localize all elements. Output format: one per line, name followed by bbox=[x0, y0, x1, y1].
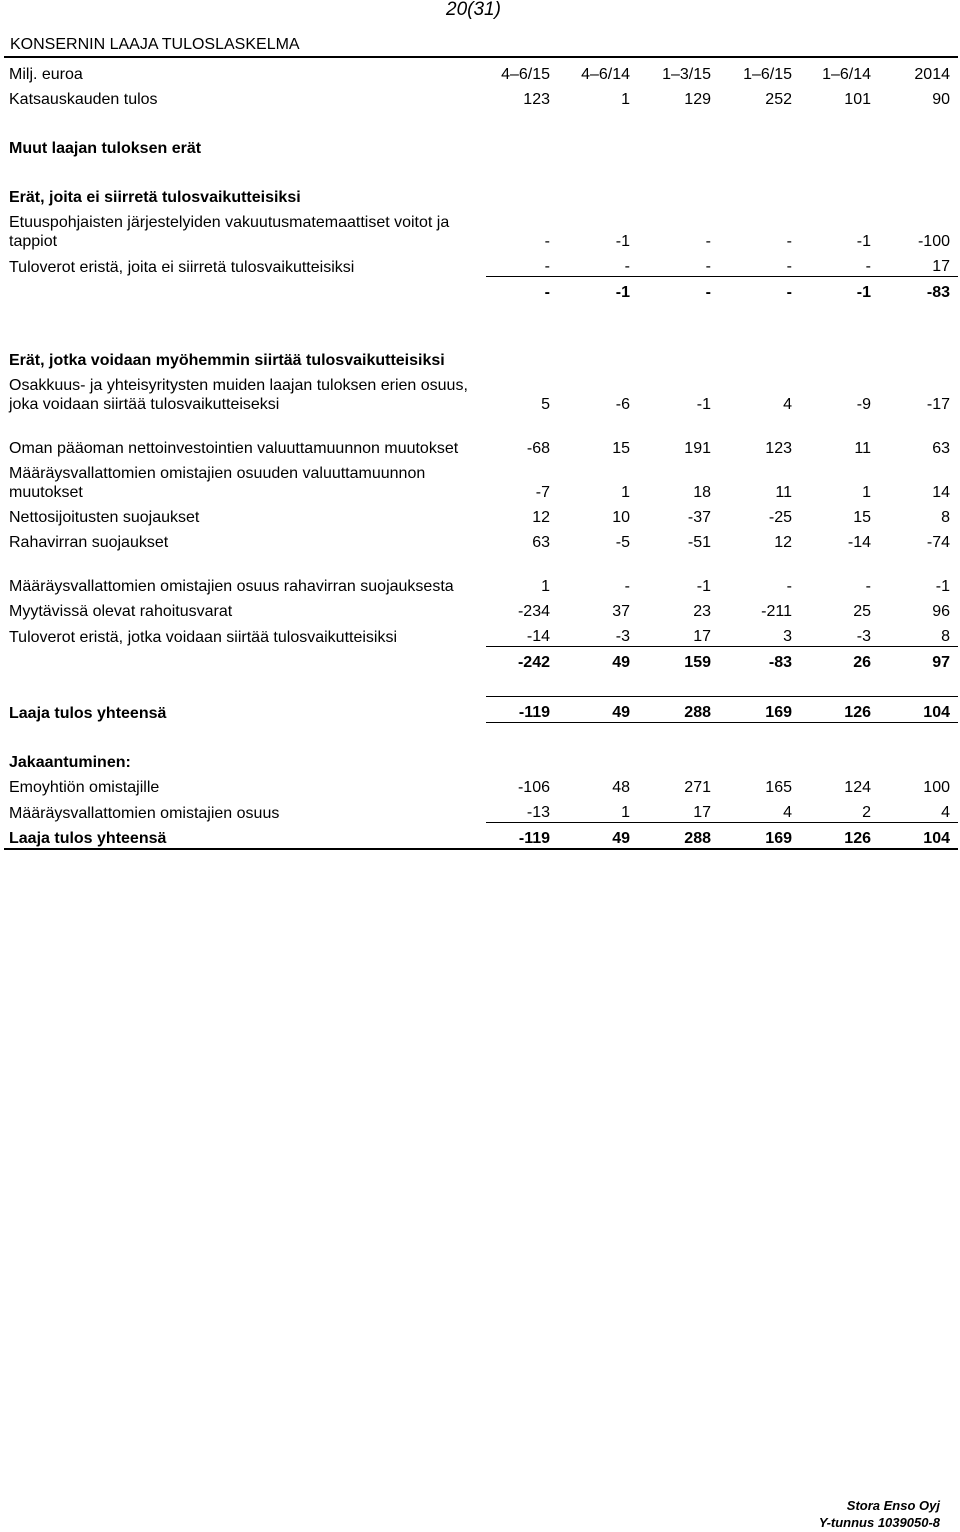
row-label: Myytävissä olevat rahoitusvarat bbox=[9, 603, 233, 620]
cell: - bbox=[486, 251, 558, 277]
cell: 96 bbox=[932, 603, 950, 620]
cell: 1 bbox=[621, 91, 630, 108]
column-header: 1–6/15 bbox=[719, 57, 800, 84]
cell: 4 bbox=[719, 797, 800, 823]
cell: -1 bbox=[615, 233, 630, 250]
cell: 123 bbox=[523, 91, 550, 108]
cell: - bbox=[786, 233, 792, 250]
cell: - bbox=[544, 233, 550, 250]
cell: -17 bbox=[926, 396, 950, 413]
cell: 1 bbox=[621, 484, 630, 501]
column-header: 4–6/14 bbox=[558, 57, 638, 84]
comprehensive-income-table bbox=[4, 56, 958, 850]
cell: - bbox=[865, 578, 871, 595]
row-label: Laaja tulos yhteensä bbox=[9, 704, 167, 722]
column-header: 1–6/14 bbox=[800, 57, 879, 84]
cell: 191 bbox=[684, 440, 711, 457]
cell: - bbox=[638, 251, 719, 277]
cell: -25 bbox=[768, 509, 792, 526]
row-maaraysvallattomien-valuutta bbox=[4, 458, 958, 502]
cell: -68 bbox=[526, 440, 550, 457]
cell: 104 bbox=[879, 697, 958, 723]
cell: -3 bbox=[800, 621, 879, 647]
cell: -9 bbox=[856, 396, 871, 413]
cell: 23 bbox=[693, 603, 711, 620]
cell: - bbox=[558, 251, 638, 277]
row-maaraysvallattomien-rahavirta bbox=[4, 552, 958, 596]
cell: -13 bbox=[486, 797, 558, 823]
cell: 3 bbox=[719, 621, 800, 647]
business-id: Y-tunnus 1039050-8 bbox=[818, 1515, 940, 1530]
cell: -6 bbox=[615, 396, 630, 413]
cell: -242 bbox=[517, 654, 550, 671]
cell: -83 bbox=[926, 284, 950, 301]
cell: 18 bbox=[693, 484, 711, 501]
cell: 15 bbox=[853, 509, 871, 526]
row-oman-paaoman bbox=[4, 414, 958, 458]
column-header: 1–3/15 bbox=[638, 57, 719, 84]
row-label: Nettosijoitusten suojaukset bbox=[9, 509, 200, 526]
cell: - bbox=[719, 251, 800, 277]
cell: 126 bbox=[800, 823, 879, 850]
cell: -211 bbox=[761, 603, 792, 620]
section-heading-muut-erat bbox=[4, 133, 958, 158]
row-label: Emoyhtiön omistajille bbox=[9, 779, 160, 796]
row-subtotal-ei bbox=[4, 277, 958, 303]
cell: 11 bbox=[775, 484, 792, 501]
cell: 49 bbox=[558, 697, 638, 723]
cell: 1 bbox=[541, 578, 550, 595]
row-maaraysvallattomien-osuus bbox=[4, 797, 958, 823]
row-myytavissa bbox=[4, 596, 958, 621]
cell: 288 bbox=[638, 697, 719, 723]
cell: 10 bbox=[612, 509, 630, 526]
cell: 17 bbox=[879, 251, 958, 277]
cell: 126 bbox=[800, 697, 879, 723]
cell: 1 bbox=[558, 797, 638, 823]
row-katsauskauden-tulos bbox=[4, 84, 958, 109]
cell: 48 bbox=[612, 779, 630, 796]
cell: 100 bbox=[923, 779, 950, 796]
section-heading: Muut laajan tuloksen erät bbox=[9, 140, 202, 157]
cell: -7 bbox=[535, 484, 550, 501]
cell: 104 bbox=[879, 823, 958, 850]
cell: -37 bbox=[687, 509, 711, 526]
row-emoyhtion bbox=[4, 772, 958, 797]
row-label: Määräysvallattomien omistajien osuus bbox=[9, 804, 280, 822]
footer bbox=[819, 1497, 940, 1531]
cell: - bbox=[705, 284, 711, 301]
row-label: Määräysvallattomien omistajien osuus rahavirran suojauksesta bbox=[9, 578, 454, 595]
cell: 169 bbox=[719, 697, 800, 723]
cell: 101 bbox=[844, 91, 871, 108]
cell: -5 bbox=[615, 534, 630, 551]
cell: 14 bbox=[932, 484, 950, 501]
cell: 2 bbox=[800, 797, 879, 823]
cell: 5 bbox=[541, 396, 550, 413]
cell: -1 bbox=[696, 396, 711, 413]
row-label: Osakkuus- ja yhteisyritysten muiden laajan tuloksen erien osuus, joka voidaan siirtää tulosvaikutteiseksi bbox=[9, 377, 468, 413]
cell: -1 bbox=[856, 233, 871, 250]
section-heading: Jakaantuminen: bbox=[9, 754, 131, 771]
cell: -1 bbox=[935, 578, 950, 595]
cell: 17 bbox=[638, 797, 719, 823]
cell: 97 bbox=[932, 654, 950, 671]
row-label: Tuloverot eristä, joita ei siirretä tulosvaikutteisiksi bbox=[9, 258, 355, 276]
cell: 25 bbox=[853, 603, 871, 620]
cell: -51 bbox=[687, 534, 711, 551]
row-etuuspohjaiset bbox=[4, 207, 958, 251]
cell: 11 bbox=[854, 440, 871, 457]
cell: 123 bbox=[765, 440, 792, 457]
row-tuloverot-siirretaan bbox=[4, 621, 958, 647]
row-label: Katsauskauden tulos bbox=[9, 91, 158, 108]
cell: - bbox=[786, 284, 792, 301]
cell: -83 bbox=[768, 654, 792, 671]
row-laaja-tulos bbox=[4, 697, 958, 723]
cell: 165 bbox=[765, 779, 792, 796]
cell: 169 bbox=[719, 823, 800, 850]
cell: 252 bbox=[765, 91, 792, 108]
section-heading: Erät, joita ei siirretä tulosvaikutteisiksi bbox=[9, 189, 301, 206]
row-rahavirran bbox=[4, 527, 958, 552]
cell: 63 bbox=[932, 440, 950, 457]
cell: 63 bbox=[532, 534, 550, 551]
cell: -3 bbox=[558, 621, 638, 647]
cell: 159 bbox=[684, 654, 711, 671]
cell: 124 bbox=[844, 779, 871, 796]
page-number: 20(31) bbox=[446, 0, 501, 20]
cell: - bbox=[786, 578, 792, 595]
cell: - bbox=[705, 233, 711, 250]
cell: 4 bbox=[879, 797, 958, 823]
row-subtotal-siirretaan bbox=[4, 647, 958, 673]
cell: -74 bbox=[926, 534, 950, 551]
cell: -14 bbox=[847, 534, 871, 551]
cell: -119 bbox=[486, 697, 558, 723]
cell: -1 bbox=[696, 578, 711, 595]
row-laaja-tulos-total bbox=[4, 823, 958, 850]
row-label: Tuloverot eristä, jotka voidaan siirtää tulosvaikutteisiksi bbox=[9, 628, 398, 646]
section-heading-ei-siirreta bbox=[4, 182, 958, 207]
cell: - bbox=[544, 284, 550, 301]
row-label: Rahavirran suojaukset bbox=[9, 534, 169, 551]
section-heading-siirretaan bbox=[4, 326, 958, 370]
section-heading-jakaantuminen bbox=[4, 747, 958, 772]
cell: 8 bbox=[879, 621, 958, 647]
column-header: 4–6/15 bbox=[486, 57, 558, 84]
cell: 1 bbox=[862, 484, 871, 501]
cell: 17 bbox=[638, 621, 719, 647]
cell: -1 bbox=[615, 284, 630, 301]
cell: 129 bbox=[684, 91, 711, 108]
column-header: 2014 bbox=[879, 57, 958, 84]
row-tuloverot-ei bbox=[4, 251, 958, 277]
header-row bbox=[4, 57, 958, 84]
cell: 49 bbox=[612, 654, 630, 671]
cell: -14 bbox=[486, 621, 558, 647]
cell: 26 bbox=[853, 654, 871, 671]
cell: -119 bbox=[486, 823, 558, 850]
cell: -234 bbox=[517, 603, 550, 620]
cell: -1 bbox=[856, 284, 871, 301]
cell: 90 bbox=[932, 91, 950, 108]
cell: 15 bbox=[612, 440, 630, 457]
row-osakkuus bbox=[4, 370, 958, 414]
cell: 271 bbox=[684, 779, 711, 796]
cell: 12 bbox=[532, 509, 550, 526]
cell: 12 bbox=[774, 534, 792, 551]
cell: 288 bbox=[638, 823, 719, 850]
row-nettosijoitusten bbox=[4, 502, 958, 527]
row-label: Laaja tulos yhteensä bbox=[4, 823, 486, 850]
row-label: Etuuspohjaisten järjestelyiden vakuutusmatemaattiset voitot ja tappiot bbox=[9, 214, 450, 250]
cell: 49 bbox=[558, 823, 638, 850]
cell: 37 bbox=[612, 603, 630, 620]
row-label: Määräysvallattomien omistajien osuuden valuuttamuunnon muutokset bbox=[9, 465, 426, 501]
cell: 8 bbox=[941, 509, 950, 526]
cell: 4 bbox=[783, 396, 792, 413]
company-name: Stora Enso Oyj bbox=[846, 1498, 940, 1513]
cell: - bbox=[624, 578, 630, 595]
row-label: Oman pääoman nettoinvestointien valuuttamuunnon muutokset bbox=[9, 440, 459, 457]
cell: - bbox=[800, 251, 879, 277]
section-heading: Erät, jotka voidaan myöhemmin siirtää tulosvaikutteisiksi bbox=[9, 352, 445, 369]
cell: -100 bbox=[917, 233, 950, 250]
cell: -106 bbox=[517, 779, 550, 796]
unit-label: Milj. euroa bbox=[4, 57, 486, 84]
statement-title: KONSERNIN LAAJA TULOSLASKELMA bbox=[10, 36, 300, 53]
